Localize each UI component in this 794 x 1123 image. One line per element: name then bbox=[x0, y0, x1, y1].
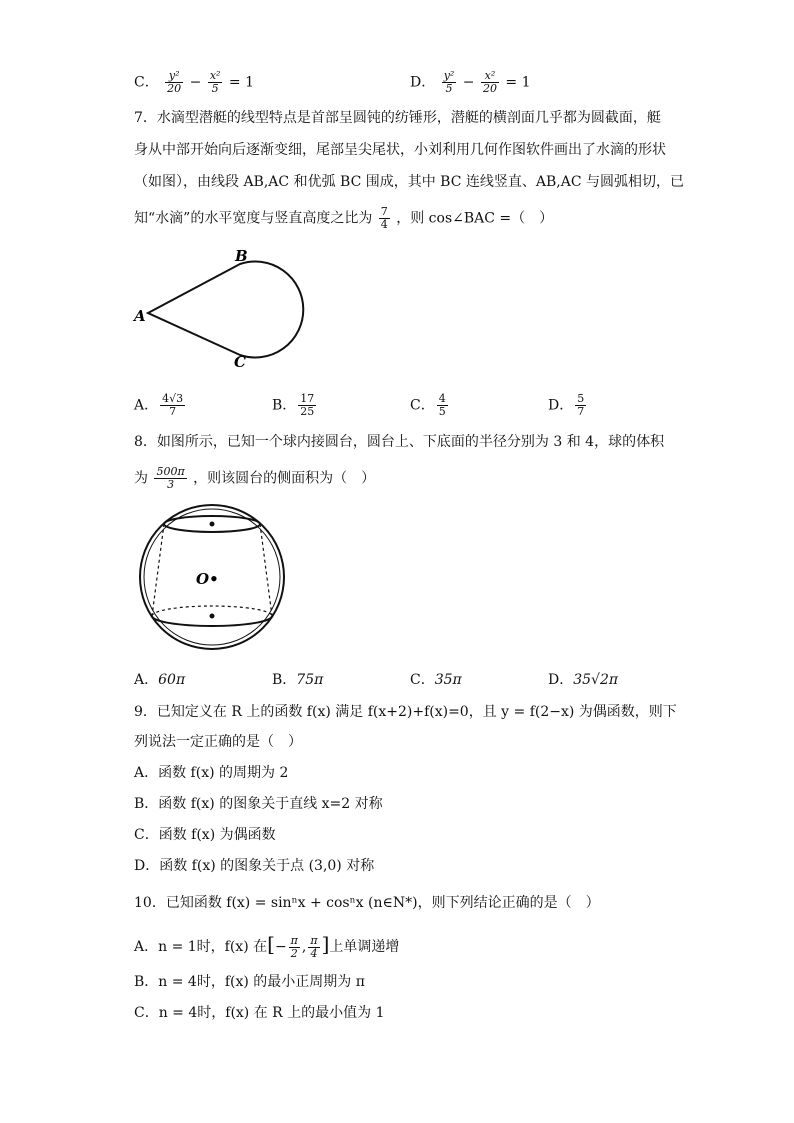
q8-line-2: 为 $\frac{500\pi}{3}$ ，则该圆台的侧面积为（ ） bbox=[134, 465, 376, 491]
sphere-frustum-figure bbox=[136, 500, 296, 660]
q7-line-4: 知“水滴”的水平宽度与竖直高度之比为 $\frac{7}{4}$ ，则 cos∠BAC =（ ） bbox=[134, 205, 554, 231]
frustum-left-side bbox=[152, 524, 164, 616]
fraction: $\frac{\text{x²}}{20}$ bbox=[482, 69, 497, 95]
q8-option-d: D．35√2π bbox=[548, 672, 619, 688]
drop-outline bbox=[148, 262, 303, 358]
ratio-fraction: $\frac{7}{4}$ bbox=[380, 205, 388, 231]
fraction: $\frac{\text{y²}}{20}$ bbox=[167, 69, 182, 95]
q7-option-d: D． $\frac{5}{7}$ bbox=[548, 392, 585, 418]
top-center-dot bbox=[210, 522, 215, 527]
q8-option-a: A．60π bbox=[134, 672, 186, 688]
q10-option-a: A．n = 1时，f(x) 在[− $\frac{\pi}{2}$ , $\frac{\pi}{4}$ ]上单调递增 bbox=[134, 932, 400, 960]
q9-option-a: A．函数 f(x) 的周期为 2 bbox=[134, 765, 289, 781]
point-a-label: A bbox=[134, 307, 146, 325]
q7-option-c: C． $\frac{4}{5}$ bbox=[410, 392, 446, 418]
q10-option-b: B．n = 4时，f(x) 的最小正周期为 π bbox=[134, 974, 365, 990]
q6-option-c: C． $\frac{\text{y²}}{20}$ − $\frac{\text{x²}}{5}$ = 1 bbox=[134, 69, 254, 95]
q9-line-2: 列说法一定正确的是（ ） bbox=[134, 734, 302, 750]
point-b-label: B bbox=[235, 247, 248, 265]
q7-line-1: 7．水滴型潜艇的线型特点是首部呈圆钝的纺锤形，潜艇的横剖面几乎都为圆截面，艇 bbox=[134, 110, 661, 126]
q7-line-2: 身从中部开始向后逐渐变细，尾部呈尖尾状，小刘利用几何作图软件画出了水滴的形状 bbox=[134, 142, 666, 158]
center-o-label: O• bbox=[196, 570, 219, 588]
fraction: $\frac{\text{x²}}{5}$ bbox=[209, 69, 221, 95]
point-c-label: C bbox=[234, 353, 246, 371]
q8-option-b: B．75π bbox=[272, 672, 324, 688]
q8-line-1: 8．如图所示，已知一个球内接圆台，圆台上、下底面的半径分别为 3 和 4，球的体积 bbox=[134, 434, 665, 450]
q7-option-a: A． $\frac{4√3}{7}$ bbox=[134, 392, 184, 418]
q9-line-1: 9．已知定义在 R 上的函数 f(x) 满足 f(x+2)+f(x)=0，且 y = f(2−x) 为偶函数，则下 bbox=[134, 704, 677, 720]
q6-option-d: D． $\frac{\text{y²}}{5}$ − $\frac{\text{x²}}{20}$ = 1 bbox=[410, 69, 531, 95]
q9-option-c: C．函数 f(x) 为偶函数 bbox=[134, 827, 276, 843]
bottom-center-dot bbox=[210, 614, 215, 619]
q9-option-b: B．函数 f(x) 的图象关于直线 x=2 对称 bbox=[134, 796, 383, 812]
water-drop-figure bbox=[132, 245, 332, 375]
q8-option-c: C．35π bbox=[410, 672, 462, 688]
volume-fraction: $\frac{500\pi}{3}$ bbox=[156, 465, 185, 491]
q7-line-3: （如图），由线段 AB,AC 和优弧 BC 围成，其中 BC 连线竖直、AB,AC 与圆弧相切，已 bbox=[134, 174, 685, 190]
q10-option-c: C．n = 4时，f(x) 在 R 上的最小值为 1 bbox=[134, 1005, 385, 1021]
frustum-right-side bbox=[260, 524, 272, 616]
q7-option-b: B． $\frac{17}{25}$ bbox=[272, 392, 315, 418]
q10-line-1: 10．已知函数 f(x) = sinⁿx + cosⁿx (n∈N*)，则下列结论正确的是（ ） bbox=[134, 895, 600, 911]
fraction: $\frac{\text{y²}}{5}$ bbox=[443, 69, 455, 95]
q9-option-d: D．函数 f(x) 的图象关于点 (3,0) 对称 bbox=[134, 858, 375, 874]
